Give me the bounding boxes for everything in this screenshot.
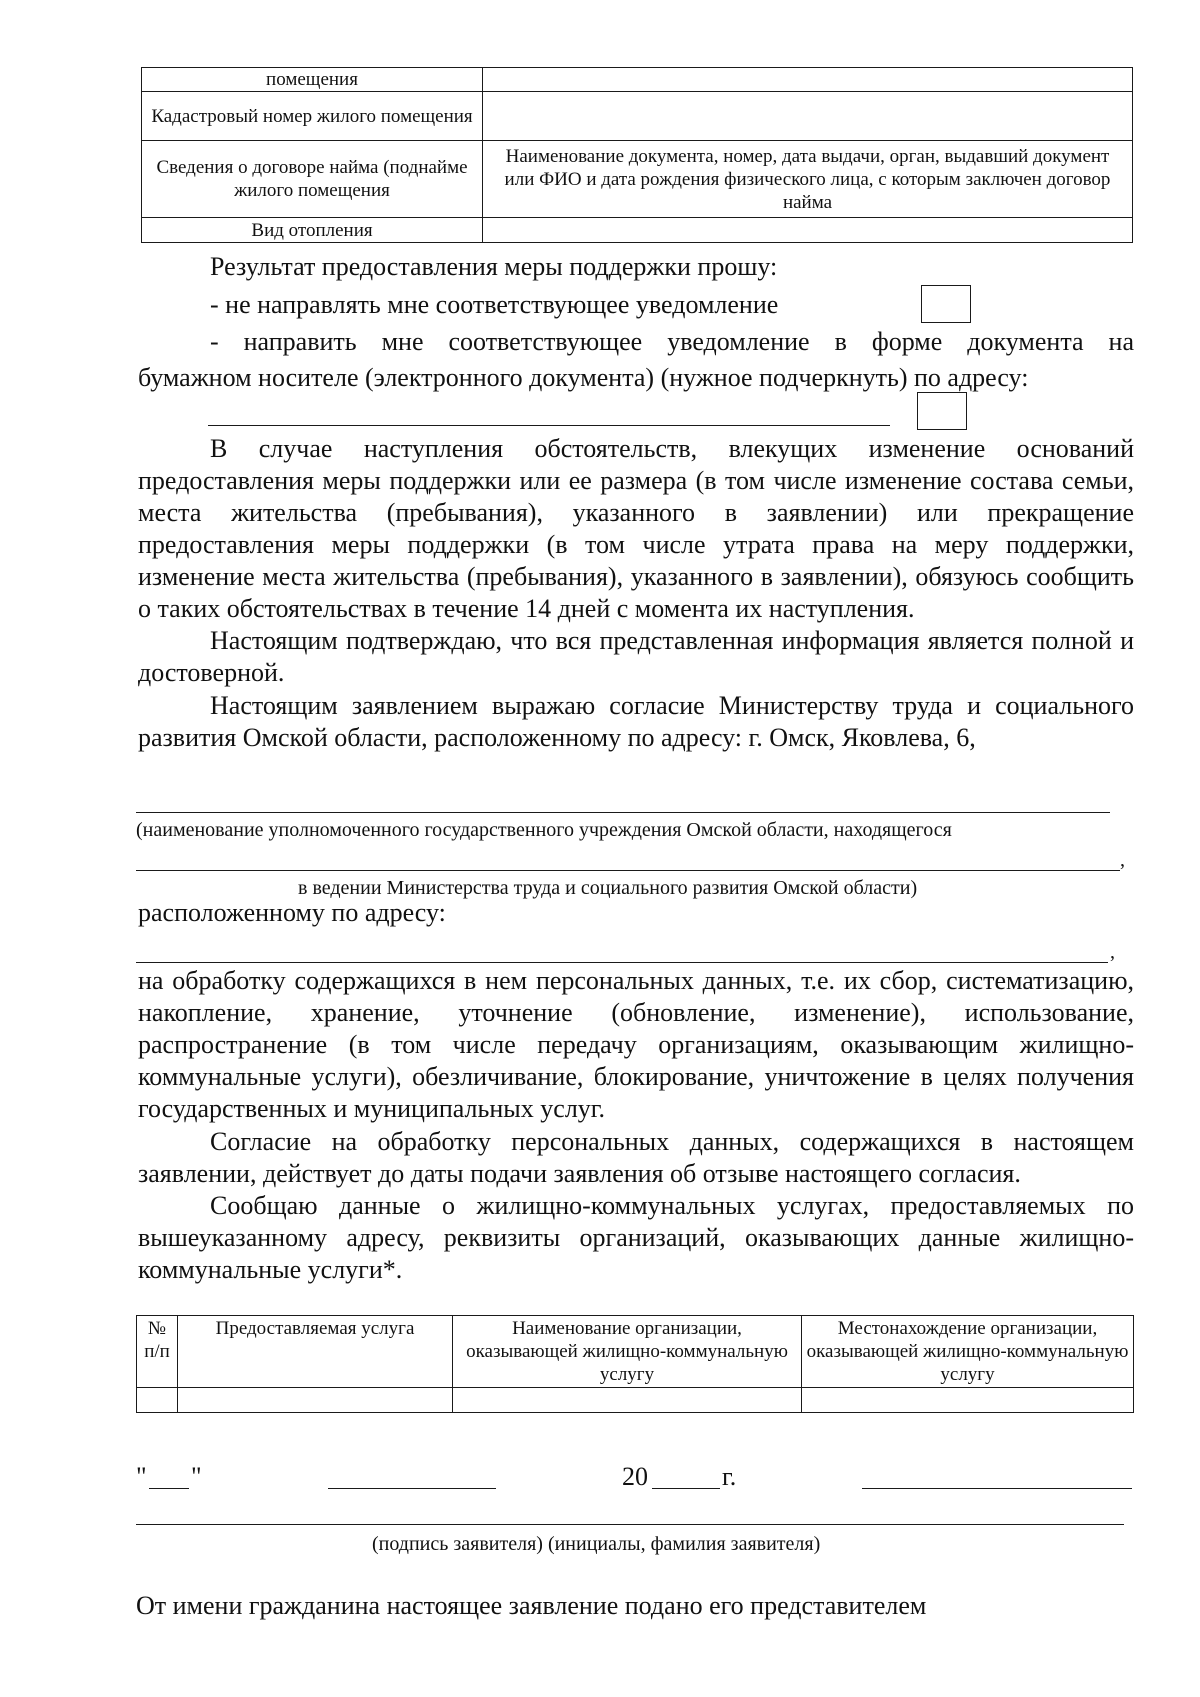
circumstances-paragraph: В случае наступления обстоятельств, влекущих изменение оснований предоставления меры поддержки или ее размера (в том числе изменение состава семьи, места жительства (пребывания), указанного в заявлении) или прекращение предоставления меры поддержки (в том числе утрата права на меру поддержки, изменение места жительства (пребывания), указанного в заявлении), обязуюсь сообщить о таких обстоятельствах в течение 14 дней с момента их наступления. <box>138 434 1134 623</box>
result-heading: Результат предоставления меры поддержки прошу: <box>210 252 778 281</box>
heating-type-field[interactable] <box>483 218 1133 243</box>
send-notification-checkbox[interactable] <box>917 392 967 430</box>
table-row <box>137 1388 1134 1413</box>
services-table <box>136 1315 1134 1413</box>
representative-text: От имени гражданина настоящее заявление подано его представителем <box>136 1591 927 1620</box>
day-field[interactable] <box>149 1488 189 1489</box>
year-suffix: г. <box>722 1462 737 1491</box>
no-notification-checkbox[interactable] <box>921 285 971 323</box>
org-location-cell[interactable] <box>802 1388 1134 1413</box>
consent-paragraph: Настоящим заявлением выражаю согласие Министерству труда и социального развития Омской области, расположенному по адресу: г. Омск, Яковлева, 6, <box>138 691 1134 752</box>
processing-paragraph: на обработку содержащихся в нем персональных данных, т.е. их сбор, систематизацию, накопление, хранение, уточнение (обновление, изменение), использование, распространение (в том числе передачу организациям, оказывающим жилищно-коммунальные услуги), обезличивание, блокирование, уничтожение в целях получения государственных и муниципальных услуг. <box>138 966 1134 1123</box>
services-intro-paragraph: Сообщаю данные о жилищно-коммунальных услугах, предоставляемых по вышеуказанному адресу, реквизиты организаций, оказывающих данные жилищно-коммунальные услуги*. <box>138 1191 1134 1284</box>
option-no-notification: - не направлять мне соответствующее уведомление <box>210 290 779 319</box>
number-cell[interactable] <box>137 1388 178 1413</box>
row-label: помещения <box>142 68 483 92</box>
located-label: расположенному по адресу: <box>138 898 446 927</box>
institution-address-line[interactable] <box>136 962 1108 963</box>
lease-info-field[interactable]: Наименование документа, номер, дата выдачи, орган, выдавший документ или ФИО и дата рождения физического лица, с которым заключен договор найма <box>483 141 1133 218</box>
signature-caption: (подпись заявителя) (инициалы, фамилия заявителя) <box>372 1533 821 1555</box>
row-label: Сведения о договоре найма (поднайме жилого помещения <box>142 141 483 218</box>
year-prefix: 20 <box>622 1462 648 1491</box>
cadastral-number-field[interactable] <box>483 92 1133 141</box>
ministry-caption: в ведении Министерства труда и социального развития Омской области) <box>298 877 918 899</box>
column-header-number: № п/п <box>137 1316 178 1388</box>
org-name-cell[interactable] <box>453 1388 802 1413</box>
row-value-field[interactable] <box>483 68 1133 92</box>
institution-name-line-2[interactable] <box>136 870 1120 871</box>
confirm-paragraph: Настоящим подтверждаю, что вся представленная информация является полной и достоверной. <box>138 626 1134 687</box>
validity-paragraph: Согласие на обработку персональных данных, содержащихся в настоящем заявлении, действует до даты подачи заявления об отзыве настоящего согласия. <box>138 1127 1134 1188</box>
table-row <box>142 141 1133 218</box>
month-field[interactable] <box>328 1488 496 1489</box>
address-line[interactable] <box>208 425 890 426</box>
column-header-org-location: Местонахождение организации, оказывающей жилищно-коммунальную услугу <box>802 1316 1134 1388</box>
housing-info-table <box>141 67 1133 243</box>
option-send-notification-line1: - направить мне соответствующее уведомление в форме документа на <box>210 327 1134 356</box>
row-label: Кадастровый номер жилого помещения <box>142 92 483 141</box>
date-quote-open: " <box>136 1462 147 1491</box>
date-quote-close: " <box>191 1462 202 1491</box>
institution-name-line[interactable] <box>136 812 1110 813</box>
year-field[interactable] <box>652 1488 720 1489</box>
table-header-row <box>137 1316 1134 1388</box>
table-row <box>142 92 1133 141</box>
signature-field[interactable] <box>862 1488 1132 1489</box>
column-header-service: Предоставляемая услуга <box>178 1316 453 1388</box>
institution-caption: (наименование уполномоченного государственного учреждения Омской области, находящегося <box>136 819 952 841</box>
comma: , <box>1110 941 1115 963</box>
row-label: Вид отопления <box>142 218 483 243</box>
comma: , <box>1120 849 1125 871</box>
service-cell[interactable] <box>178 1388 453 1413</box>
signature-name-line[interactable] <box>136 1524 1124 1525</box>
option-send-notification-line2: бумажном носителе (электронного документа) (нужное подчеркнуть) по адресу: <box>138 363 1029 392</box>
table-row <box>142 68 1133 92</box>
column-header-org-name: Наименование организации, оказывающей жилищно-коммунальную услугу <box>453 1316 802 1388</box>
table-row <box>142 218 1133 243</box>
